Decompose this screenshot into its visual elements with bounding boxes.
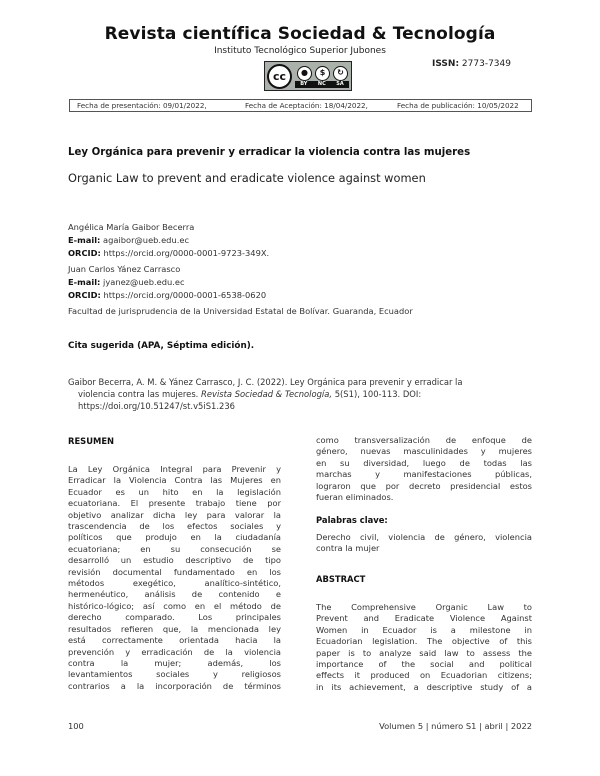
text-line: desarrolló un estudio descriptivo de tipo — [68, 555, 281, 566]
license-by-label: BY — [300, 81, 308, 87]
orcid-label: ORCID: — [68, 290, 101, 300]
text-line: ecuatoriana; en su consecución se — [68, 543, 281, 554]
email-label: E-mail: — [68, 277, 101, 287]
citation-heading: Cita sugerida (APA, Séptima edición). — [68, 341, 255, 351]
text-line: Women in Ecuador is a milestone in — [316, 624, 532, 635]
text-line: fueran eliminados. — [316, 492, 394, 503]
text-line: en su diversidad, luego de todas las — [316, 457, 532, 468]
email-label: E-mail: — [68, 235, 101, 245]
share-alike-icon: ↻ — [333, 66, 348, 81]
article-title-es: Ley Orgánica para prevenir y erradicar la violencia contra las mujeres — [68, 147, 471, 158]
issn-value: 2773-7349 — [461, 59, 511, 69]
abstract-body — [316, 602, 532, 693]
text-line: Erradicar la Violencia Contra las Mujeres en — [68, 475, 281, 486]
text-line: contrarios a la incorporación de términos — [68, 680, 281, 691]
text-line: paper is to analyze said law to assess the — [316, 647, 532, 658]
issn-label: ISSN: — [432, 59, 460, 69]
citation-doi-link[interactable]: https://doi.org/10.51247/st.v5iS1.236 — [78, 401, 236, 411]
text-line: Ecuador es un hito en la legislación — [68, 486, 281, 497]
text-line: objetivo analizar dicha ley para valorar la — [68, 509, 281, 520]
text-line: resultados refieren que, la mencionada ley — [68, 623, 281, 634]
text-line: revisión documental fundamentado en los — [68, 566, 281, 577]
dates-box — [69, 99, 532, 112]
text-line: The Comprehensive Organic Law to — [316, 602, 532, 612]
citation-text: violencia contra las mujeres. — [78, 389, 199, 399]
citation-line: Gaibor Becerra, A. M. & Yánez Carrasco, J. C. (2022). Ley Orgánica para prevenir y erradicar la — [68, 377, 463, 387]
orcid-label: ORCID: — [68, 248, 101, 258]
text-line: como transversalización de enfoque de — [316, 435, 532, 445]
text-line: levantamientos sociales y religiosos — [68, 669, 281, 680]
date-publication: Fecha de publicación: 10/05/2022 — [397, 101, 519, 110]
institute-name: Instituto Tecnológico Superior Jubones — [214, 46, 386, 56]
keywords-body — [316, 532, 532, 555]
affiliation: Facultad de jurisprudencia de la Universidad Estatal de Bolívar. Guaranda, Ecuador — [68, 306, 413, 316]
resumen-continued — [316, 435, 532, 503]
text-line: derecho comparado. Los principales — [68, 612, 281, 623]
author-1-orcid — [68, 248, 269, 258]
author-2-email — [68, 277, 185, 287]
author-1-name: Angélica María Gaibor Becerra — [68, 222, 195, 232]
text-line: está correctamente orientada hacia la — [68, 635, 281, 646]
date-presentation: Fecha de presentación: 09/01/2022, — [77, 101, 207, 110]
text-line: contra la mujer; además, los — [68, 657, 281, 668]
no-money-icon: $ — [315, 66, 330, 81]
journal-title: Revista científica Sociedad & Tecnología — [104, 24, 496, 44]
author-2-orcid-link[interactable]: https://orcid.org/0000-0001-6538-0620 — [103, 290, 267, 300]
text-line: in its achievement, a descriptive study of a — [316, 681, 532, 692]
text-line: Derecho civil, violencia de género, violencia — [316, 532, 532, 542]
date-acceptance: Fecha de Aceptación: 18/04/2022, — [245, 101, 368, 110]
text-line: importance of the social and political — [316, 659, 532, 670]
text-line: marchas y manifestaciones públicas, — [316, 469, 532, 480]
text-line: hermenéutico, análisis de contenido e — [68, 589, 281, 600]
text-line: ecuatoriana. El presente trabajo tiene por — [68, 498, 281, 509]
cc-license-badge[interactable] — [264, 61, 352, 91]
issue-info: Volumen 5 | número S1 | abril | 2022 — [379, 721, 532, 731]
text-line: effects it produced on Ecuadorian citizens; — [316, 670, 532, 681]
text-line: La Ley Orgánica Integral para Prevenir y — [68, 464, 281, 474]
author-1-orcid-link[interactable]: https://orcid.org/0000-0001-9723-349X. — [103, 248, 270, 258]
text-line: métodos exegético, analítico-sintético, — [68, 578, 281, 589]
cc-logo-icon: cc — [267, 64, 292, 89]
resumen-body — [68, 464, 281, 692]
citation-line — [68, 388, 532, 400]
text-line: lograron que por decreto presidencial estos — [316, 480, 532, 491]
text-line: género, nuevas masculinidades y mujeres — [316, 446, 532, 457]
license-sa-label: SA — [336, 81, 344, 87]
text-line: Prevent and Eradicate Violence Against — [316, 613, 532, 624]
citation-journal: Revista Sociedad & Tecnología, — [201, 389, 333, 399]
issn — [432, 59, 511, 69]
page-number: 100 — [68, 721, 84, 731]
text-line: contra la mujer — [316, 543, 380, 554]
abstract-heading: ABSTRACT — [316, 574, 366, 584]
citation-block — [68, 376, 532, 412]
author-2-orcid — [68, 290, 266, 300]
text-line: Ecuadorian legislation. The objective of this — [316, 636, 532, 647]
text-line: histórico-lógico; así como en el método de — [68, 600, 281, 611]
citation-text: 5(S1), 100-113. DOI: — [334, 389, 422, 399]
author-2-email-link[interactable]: jyanez@ueb.edu.ec — [103, 277, 185, 287]
license-nc-label: NC — [317, 81, 326, 87]
person-icon: ● — [297, 66, 312, 81]
text-line: prevención y erradicación de la violencia — [68, 646, 281, 657]
keywords-heading: Palabras clave: — [316, 515, 388, 525]
resumen-heading: RESUMEN — [68, 436, 115, 446]
license-band — [295, 81, 349, 88]
article-title-en: Organic Law to prevent and eradicate violence against women — [68, 171, 426, 185]
author-2-name: Juan Carlos Yánez Carrasco — [68, 264, 181, 274]
author-1-email-link[interactable]: agaibor@ueb.edu.ec — [103, 235, 190, 245]
author-1-email — [68, 235, 189, 245]
text-line: trascendencia de los efectos sociales y — [68, 521, 281, 532]
text-line: políticos que produjo en la ciudadanía — [68, 532, 281, 543]
